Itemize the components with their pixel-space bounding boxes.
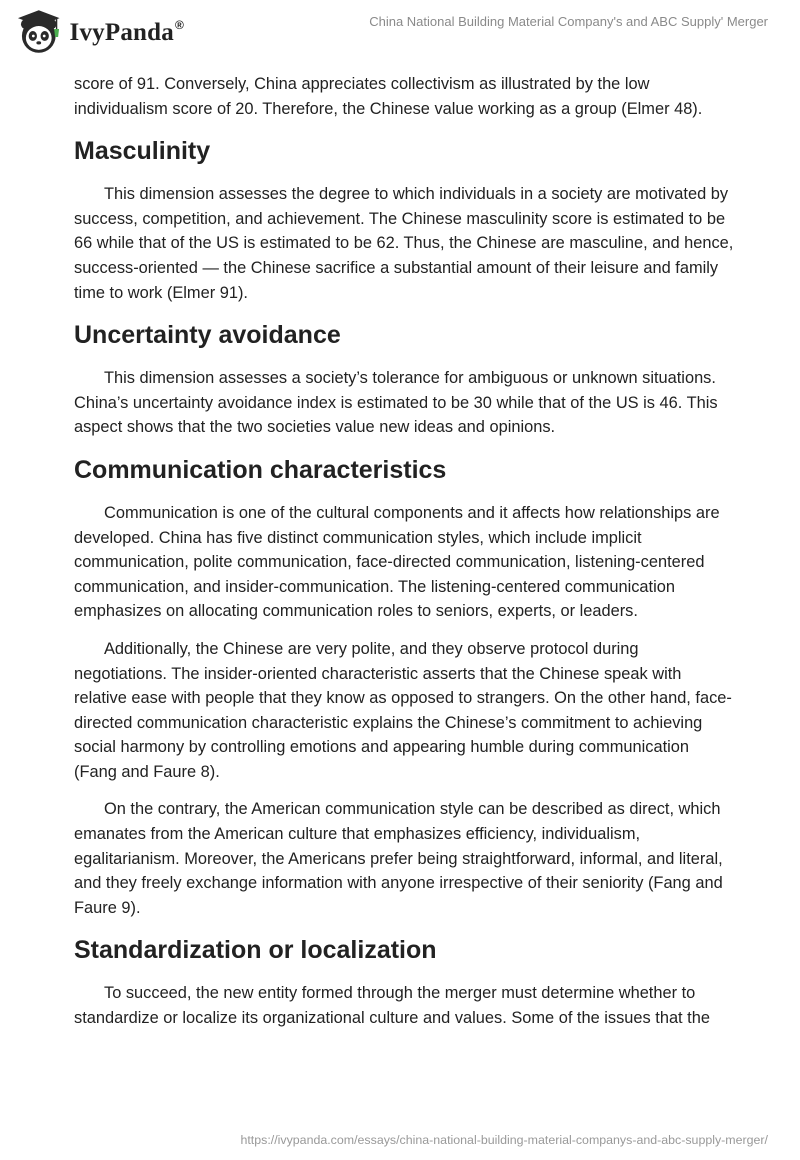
page-header (0, 0, 800, 64)
paragraph-masculinity: This dimension assesses the degree to which individuals in a society are motivated by success, competition, and achievement. The Chinese masculinity score is estimated to be 66 while that of the US is estimated to be 62. Thus, the Chinese are masculine, and hence, success-oriented — the Chinese sacrifice a substantial amount of their leisure and family time to work (Elmer 91). (74, 185, 734, 302)
essay-content (74, 72, 734, 1044)
heading-masculinity: Masculinity (74, 137, 211, 166)
paragraph-individualism-continued: score of 91. Conversely, China appreciates collectivism as illustrated by the low individualism score of 20. Therefore, the Chinese value working as a group (Elmer 48). (74, 75, 703, 118)
source-url-link[interactable]: https://ivypanda.com/essays/china-national-building-material-companys-and-abc-supply-merger/ (240, 1133, 768, 1147)
paragraph-communication-styles: Communication is one of the cultural components and it affects how relationships are developed. China has five distinct communication styles, which include implicit communication, polite communication, face-directed communication, listening-centered communication, and insider-communication. The listening-centered communication emphasizes on allocating communication roles to seniors, experts, or leaders. (74, 503, 720, 621)
heading-uncertainty-avoidance: Uncertainty avoidance (74, 321, 341, 350)
heading-standardization-localization: Standardization or localization (74, 936, 437, 965)
registered-mark: ® (174, 17, 184, 32)
brand-name (70, 18, 184, 47)
paragraph-uncertainty-avoidance: This dimension assesses a society’s tolerance for ambiguous or unknown situations. China’s uncertainty avoidance index is estimated to be 30 while that of the US is 46. This aspect shows that the two societies value new ideas and opinions. (74, 369, 718, 437)
heading-communication-characteristics: Communication characteristics (74, 455, 447, 484)
ivypanda-logo[interactable] (14, 6, 184, 58)
paragraph-standardization: To succeed, the new entity formed through the merger must determine whether to standardize or localize its organizational culture and values. Some of the issues that the (74, 984, 710, 1028)
panda-graduation-icon (14, 7, 64, 57)
paragraph-american-style: On the contrary, the American communication style can be described as direct, which emanates from the American culture that emphasizes efficiency, individualism, egalitarianism. Moreover, the Americans prefer being straightforward, informal, and literal, and they freely exchange information with anyone irrespective of their seniority (Fang and Faure 9). (74, 800, 723, 917)
brand-name-text: IvyPanda (69, 18, 174, 46)
paragraph-chinese-politeness: Additionally, the Chinese are very polite, and they observe protocol during negotiations. The insider-oriented characteristic asserts that the Chinese speak with relative ease with people that they know as opposed to strangers. On the other hand, face-directed communication characteristic explains the Chinese’s commitment to achieving social harmony by controlling emotions and appearing humble during communication (Fang and Faure 8). (74, 639, 732, 781)
document-title: China National Building Material Company's and ABC Supply' Merger (369, 14, 768, 29)
